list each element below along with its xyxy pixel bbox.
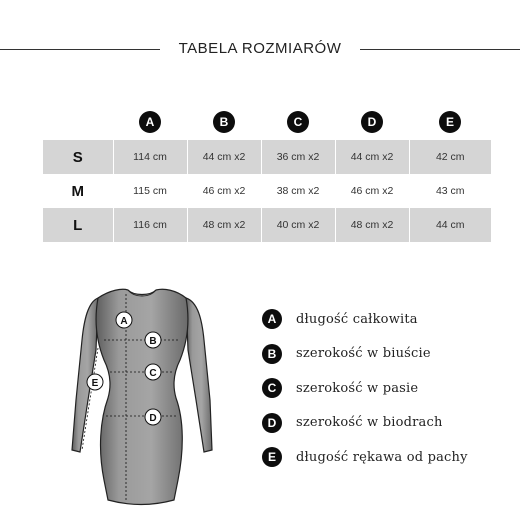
table-row-s — [43, 140, 491, 174]
legend-item-b — [262, 337, 512, 372]
legend-badge-a: A — [262, 309, 282, 329]
table-cell: 44 cm — [409, 208, 491, 242]
size-table — [43, 104, 491, 242]
table-cell: 38 cm x2 — [261, 174, 335, 208]
title-divider-right — [360, 49, 520, 50]
badge-b: B — [213, 111, 235, 133]
header-c — [261, 104, 335, 140]
legend-text-b: szerokość w biuście — [296, 346, 431, 362]
header-a — [113, 104, 187, 140]
svg-text:C: C — [149, 368, 157, 379]
svg-text:E: E — [91, 378, 99, 389]
legend-text-c: szerokość w pasie — [296, 380, 419, 396]
header-blank — [43, 104, 113, 140]
header-d — [335, 104, 409, 140]
table-cell: 114 cm — [113, 140, 187, 174]
title-row — [0, 40, 520, 60]
legend-badge-d: D — [262, 413, 282, 433]
table-header-row — [43, 104, 491, 140]
table-row-m — [43, 174, 491, 208]
dress-badge-c — [145, 364, 161, 380]
table-cell: 48 cm x2 — [187, 208, 261, 242]
svg-text:B: B — [149, 336, 157, 347]
table-cell: 40 cm x2 — [261, 208, 335, 242]
badge-c: C — [287, 111, 309, 133]
dress-diagram — [60, 280, 225, 510]
legend-badge-c: C — [262, 378, 282, 398]
legend-text-e: długość rękawa od pachy — [296, 449, 468, 465]
table-cell: 44 cm x2 — [335, 140, 409, 174]
legend-item-d — [262, 406, 512, 441]
title-divider-left — [0, 49, 160, 50]
size-label: S — [43, 140, 113, 174]
dress-badge-d — [145, 409, 161, 425]
size-label: L — [43, 208, 113, 242]
header-e — [409, 104, 491, 140]
badge-a: A — [139, 111, 161, 133]
legend-text-d: szerokość w biodrach — [296, 415, 443, 431]
table-cell: 43 cm — [409, 174, 491, 208]
legend-text-a: długość całkowita — [296, 311, 418, 327]
dress-badge-e — [87, 374, 103, 390]
badge-d: D — [361, 111, 383, 133]
size-label: M — [71, 182, 84, 200]
dress-body — [96, 289, 188, 504]
dress-badge-a — [116, 312, 132, 328]
right-sleeve — [186, 298, 212, 452]
legend-item-a — [262, 302, 512, 337]
table-cell: 115 cm — [113, 174, 187, 208]
table-cell: 116 cm — [113, 208, 187, 242]
table-cell: 42 cm — [409, 140, 491, 174]
table-cell: 36 cm x2 — [261, 140, 335, 174]
measurement-legend — [262, 302, 512, 475]
table-cell: 46 cm x2 — [335, 174, 409, 208]
legend-badge-b: B — [262, 344, 282, 364]
table-cell: 46 cm x2 — [187, 174, 261, 208]
legend-item-c — [262, 371, 512, 406]
page-title: TABELA ROZMIARÓW — [178, 40, 342, 57]
header-b — [187, 104, 261, 140]
table-cell: 48 cm x2 — [335, 208, 409, 242]
badge-e: E — [439, 111, 461, 133]
legend-item-e — [262, 440, 512, 475]
svg-text:A: A — [120, 316, 128, 327]
table-row-l — [43, 208, 491, 242]
table-cell: 44 cm x2 — [187, 140, 261, 174]
dress-badge-b — [145, 332, 161, 348]
svg-text:D: D — [149, 413, 157, 424]
legend-badge-e: E — [262, 447, 282, 467]
